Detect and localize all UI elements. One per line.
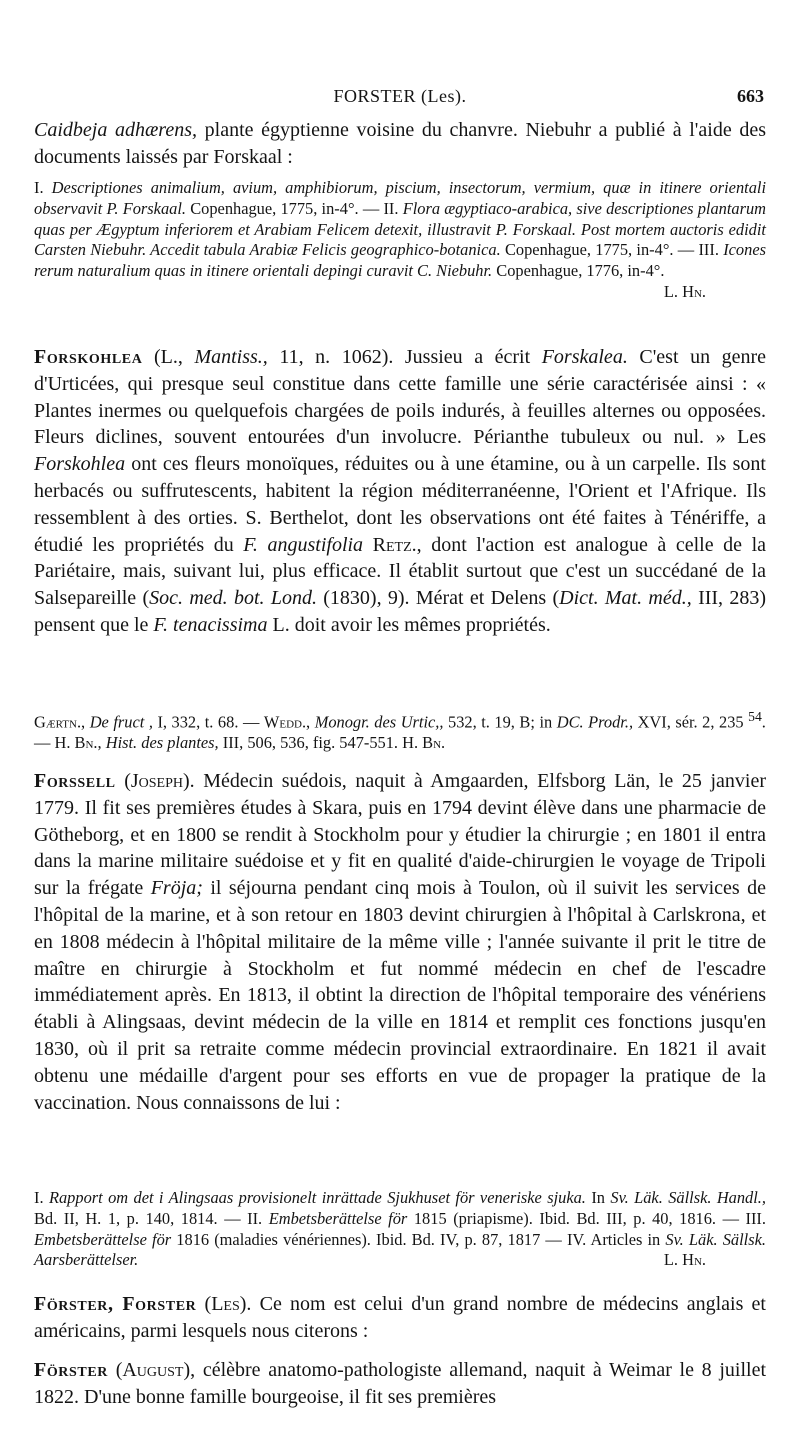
author-signature: L. Hn. (663, 281, 706, 301)
ref-title: De fruct , (89, 712, 153, 732)
work-2-title: Flora ægyptiaco-arabica, sive descriptiones plantarum quas per Ægyptum inferiorem et Arabiam Felicem detexit, illustravit P. Forskaal. Post mortem auctoris edidit Carsten Niebuhr. Accedit tabula Arabiæ Felicis geographico-botanica. (34, 198, 766, 260)
headword-forssell: Forssell (34, 770, 116, 792)
ref-title: Hist. des plantes, (105, 733, 219, 753)
work-2-title: Embetsberättelse för (268, 1208, 408, 1228)
work-3-title: Icones rerum naturalium quas in itinere orientali depingi curavit C. Niebuhr. (34, 240, 766, 281)
entry-text: dont l'action est analogue à celle de la Pariétaire, mais, suivant lui, plus efficace. Il établit surtout que c'est un succédané de la Salsepareille ( (34, 533, 767, 610)
entry-text: Ce nom est celui d'un grand nombre de médecins anglais et américains, parmi lesquels nous citerons : (34, 1293, 766, 1342)
entry-text: il séjourna pendant cinq mois à Toulon, où il suivit les services de l'hôpital de la marine, et à son retour en 1803 devint chirurgien à l'hôpital à Carlskrona, et en 1808 médecin à l'hôpital militaire de la même ville ; l'année suivante il prit le titre de maître en chirurgie à Stockholm et fut nommé médecin en chef de l'escadre immédiatement après. En 1813, il obtint la direction de l'hôpital temporaire des vénériens établi à Alingsaas, devint médecin de la ville en 1814 et remplit ces fonctions jusqu'en 1830, où il prit sa retraite comme médecin provincial extraordinaire. En 1821 il avait obtenu une médaille d'argent pour ses efforts en vue de propager la pratique de la vaccination. Nous connaissons de lui : (34, 877, 766, 1114)
work-2-publication: Copenhague, 1775, in-4°. — III. (504, 240, 719, 260)
ref-location: 532, t. 19, B; in (448, 712, 553, 732)
ref-author: Wedd., (263, 712, 311, 732)
entry-forssell (34, 768, 766, 1116)
work-1-number: I. (34, 1188, 44, 1207)
work-1-journal: Sv. Läk. Sällsk. Handl., (610, 1188, 767, 1207)
entry-text: III, 283) pensent que le (34, 587, 767, 636)
reference-work: Mantiss., (194, 346, 268, 368)
reference-prefix: (L., (154, 346, 183, 368)
ref-location: XVI, sér. 2, 235 (637, 712, 744, 732)
entry-text: Médecin suédois, naquit à Amgaarden, Elfsborg Län, le 25 janvier 1779. Il fit ses premières études à Skara, puis en 1794 devint élève dans une pharmacie de Götheborg, et en 1800 se rendit à Stockholm pour y étudier la chirurgie ; en 1801 il entra dans la marine militaire suédoise et y fit en qualité d'aide-chirurgien le voyage de Tripoli sur la frégate (34, 770, 766, 900)
work-1-title: Rapport om det i Alingsaas provisionelt inrättade Sjukhuset för veneriske sjuka. (48, 1188, 586, 1207)
entry-forskohlea (34, 344, 766, 639)
forskohlea-references (34, 707, 766, 754)
work-3-title: Embetsberättelse för (34, 1229, 172, 1249)
ref-location: I, 332, t. 68. — (157, 712, 260, 732)
entry-forster (34, 1291, 766, 1345)
running-title: FORSTER (Les). (333, 86, 467, 106)
work-1-number: I. (34, 178, 44, 197)
author-abbrev: Retz., (372, 533, 422, 556)
species-name: F. angustifolia (243, 533, 364, 556)
headword-forskohlea: Forskohlea (34, 346, 143, 368)
work-3-publication: 1816 (maladies vénériennes). Ibid. Bd. IV, p. 87, 1817 — IV. Articles in (176, 1229, 661, 1249)
ref-title: DC. Prodr., (556, 712, 634, 732)
ref-title: Monogr. des Urtic,, (314, 712, 444, 732)
ref-author: Gærtn., (34, 712, 86, 732)
citation-journal: Soc. med. bot. Lond. (149, 587, 317, 610)
page-number: 663 (737, 86, 764, 106)
intro-paragraph (34, 117, 766, 171)
author-signature: H. Bn. (402, 733, 446, 753)
intro-term: Caidbeja adhærens, (34, 119, 197, 141)
author-signature: L. Hn. (663, 1250, 706, 1270)
species-name: F. tenacissima (153, 613, 268, 636)
entry-forster-august (34, 1357, 766, 1411)
ref-superscript: 54 (748, 709, 762, 724)
ref-location: III, 506, 536, fig. 547-551. (222, 733, 399, 753)
person-name: (August), (115, 1359, 196, 1381)
intro-text: plante égyptienne voisine du chanvre. Niebuhr a publié à l'aide des documents laissés par Forskaal : (34, 119, 767, 168)
ship-name: Fröja; (150, 877, 203, 900)
forssell-bibliography (34, 1188, 766, 1271)
work-3-publication: Copenhague, 1776, in-4°. (496, 261, 665, 281)
citation-dictionary: Dict. Mat. méd., (559, 587, 692, 610)
headword-forster: Förster, Forster (34, 1293, 197, 1315)
work-1-title: Descriptiones animalium, avium, amphibiorum, piscium, insectorum, vermium, quæ in itinere orientali observavit P. Forskaal. (34, 178, 766, 218)
work-4-journal: Sv. Läk. Sällsk. Aarsberättelser. (34, 1229, 766, 1270)
entry-text: célèbre anatomo-pathologiste allemand, naquit à Weimar le 8 juillet 1822. D'une bonne famille bourgeoise, il fit ses premières (34, 1359, 767, 1408)
entry-text: (1830), 9). Mérat et Delens ( (323, 587, 560, 610)
person-name: (Les). (204, 1293, 252, 1315)
work-2-publication: 1815 (priapisme). Ibid. Bd. III, p. 40, 1816. — III. (413, 1208, 766, 1228)
work-1-publication: Copenhague, 1775, in-4°. — II. (190, 198, 399, 218)
person-name: (Joseph). (124, 770, 195, 792)
running-header (36, 86, 764, 110)
headword-forster-august: Förster (34, 1359, 108, 1381)
reference-location: 11, n. 1062). Jussieu a écrit (279, 346, 531, 368)
entry-text: L. doit avoir les mêmes propriétés. (272, 613, 551, 636)
entry-text: C'est un genre d'Urticées, qui presque seul constitue dans cette famille une série caractérisée ainsi : « Plantes inermes ou quelquefois chargées de poils indurés, à feuilles alternes ou opposées. Fleurs diclines, souvent entourées d'un involucre. Périanthe tubuleux ou nul. » Les (34, 346, 767, 449)
genus-name: Forskohlea (34, 453, 126, 476)
alternate-name: Forskalea. (541, 346, 628, 368)
entry-text: ont ces fleurs monoïques, réduites ou à une étamine, ou à un carpelle. Ils sont herbacés ou suffrutescents, habitent la région méditerranéenne, l'Orient et l'Afrique. Ils ressemblent à des orties. S. Berthelot, dont les observations ont été faites à Ténériffe, a étudié les propriétés du (34, 453, 766, 556)
work-1-publication: Bd. II, H. 1, p. 140, 1814. — II. (34, 1208, 263, 1228)
forskaal-bibliography (34, 178, 766, 303)
ref-location: . — H. (34, 712, 766, 753)
work-1-in: In (591, 1188, 605, 1207)
ref-author: Bn., (74, 733, 102, 753)
